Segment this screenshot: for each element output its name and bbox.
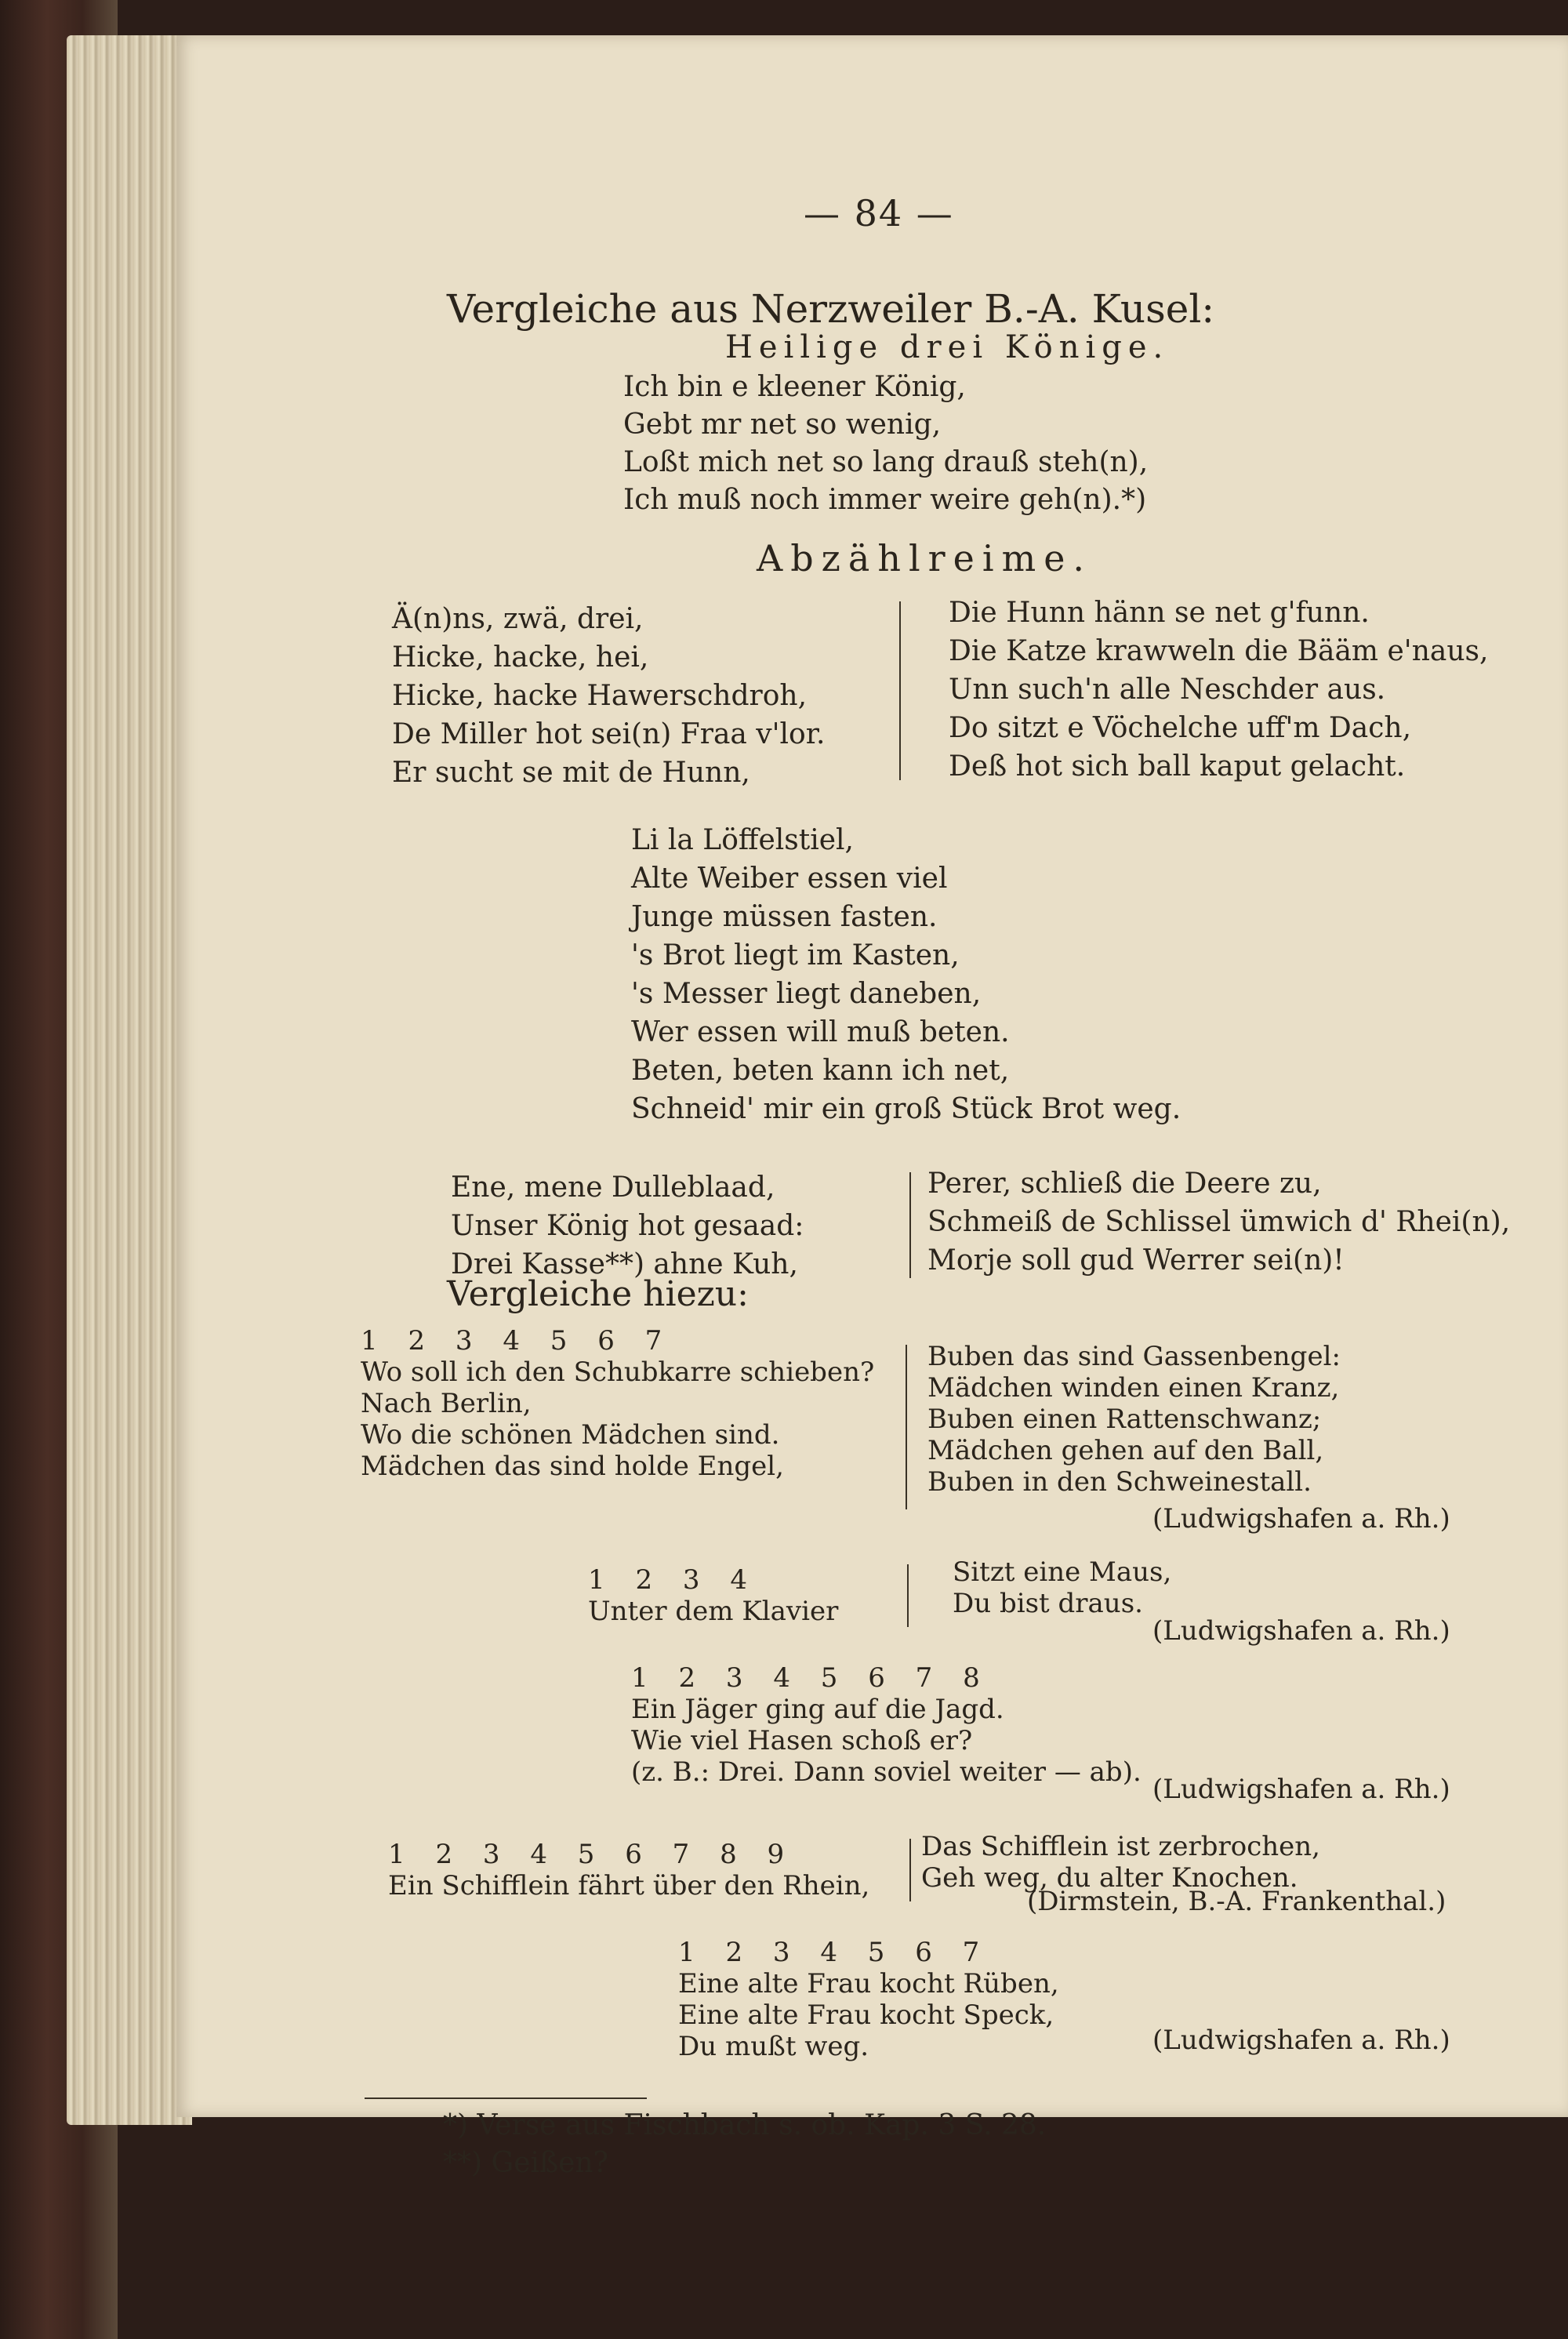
footnote: **) Geißen? — [443, 2147, 608, 2179]
poem-line: Alte Weiber essen viel — [631, 863, 948, 895]
poem-line: Schneid' mir ein groß Stück Brot weg. — [631, 1093, 1181, 1125]
compare-heading: Vergleiche hiezu: — [447, 1274, 749, 1314]
poem-line: Deß hot sich ball kaput gelacht. — [949, 750, 1406, 783]
rhyme8 — [678, 1937, 1059, 2062]
source-note: (Ludwigshafen a. Rh.) — [1152, 1503, 1450, 1535]
poem-line: Geh weg, du alter Knochen. — [921, 1862, 1298, 1894]
book-page — [176, 35, 1568, 2179]
rhyme1-right — [949, 594, 1488, 786]
poem-line: Beten, beten kann ich net, — [631, 1055, 1010, 1087]
column-divider — [909, 1172, 911, 1278]
poem-line: Drei Kasse**) ahne Kuh, — [451, 1248, 798, 1280]
poem-line: Er sucht se mit de Hunn, — [392, 757, 750, 789]
poem-line: Die Hunn hänn se net g'funn. — [949, 597, 1370, 629]
rhyme4-left — [361, 1325, 874, 1482]
poem-line: Nach Berlin, — [361, 1388, 532, 1419]
rhyme5-left — [588, 1564, 838, 1627]
poem-line: Buben einen Rattenschwanz; — [927, 1404, 1322, 1435]
poem-line: Eine alte Frau kocht Speck, — [678, 1999, 1054, 2031]
poem-title: Heilige drei Könige. — [725, 329, 1170, 365]
poem-line: Unn such'n alle Neschder aus. — [949, 674, 1386, 706]
poem-line: Wie viel Hasen schoß er? — [631, 1725, 973, 1756]
poem-line: Eine alte Frau kocht Rüben, — [678, 1968, 1059, 1999]
poem-line: Ein Schifflein fährt über den Rhein, — [388, 1870, 870, 1901]
poem-line: Ich bin e kleener König, — [623, 371, 966, 403]
poem-line: Hicke, hacke Hawerschdroh, — [392, 680, 808, 712]
rhyme7-left — [388, 1839, 869, 1901]
poem-line: Li la Löffelstiel, — [631, 824, 854, 856]
poem-line: Du mußt weg. — [678, 2031, 869, 2062]
rhyme7-right — [921, 1831, 1320, 1894]
poem-line: Ä(n)ns, zwä, drei, — [392, 603, 644, 635]
poem-line: Mädchen winden einen Kranz, — [927, 1372, 1340, 1404]
poem-line: Schmeiß de Schlissel ümwich d' Rhei(n), — [927, 1206, 1511, 1238]
counting-numbers: 1 2 3 4 5 6 7 8 9 — [388, 1839, 796, 1870]
column-divider — [899, 601, 901, 780]
column-divider — [906, 1345, 907, 1509]
rhyme3-left — [451, 1168, 804, 1284]
poem-line: Buben das sind Gassenbengel: — [927, 1341, 1341, 1372]
rhyme3-right — [927, 1164, 1510, 1280]
poem-line: Wer essen will muß beten. — [631, 1016, 1010, 1048]
poem-line: Du bist draus. — [953, 1588, 1143, 1619]
heading-comparison: Vergleiche aus Nerzweiler B.-A. Kusel: — [447, 286, 1215, 332]
rhyme6 — [631, 1662, 1142, 1788]
rhyme4-right — [927, 1341, 1341, 1498]
source-note: (Dirmstein, B.-A. Frankenthal.) — [1027, 1886, 1446, 1917]
poem-line: Gebt mr net so wenig, — [623, 409, 942, 441]
page-edges — [67, 35, 192, 2125]
poem-line: Morje soll gud Werrer sei(n)! — [927, 1244, 1345, 1277]
counting-numbers: 1 2 3 4 5 6 7 — [361, 1325, 673, 1357]
footnote: *) Verse aus Fischbach s. ob. Kap. 3 S. 28. — [443, 2109, 1047, 2141]
counting-numbers: 1 2 3 4 5 6 7 8 — [631, 1662, 991, 1694]
poem-line: Wo soll ich den Schubkarre schieben? — [361, 1357, 875, 1388]
poem-line: Sitzt eine Maus, — [953, 1556, 1172, 1588]
counting-numbers: 1 2 3 4 5 6 7 — [678, 1937, 991, 1968]
poem-line: Perer, schließ die Deere zu, — [927, 1168, 1322, 1200]
poem-line: Unter dem Klavier — [588, 1596, 839, 1627]
footnote-rule — [365, 2097, 647, 2099]
footnotes — [443, 2107, 1046, 2182]
poem-line: Mädchen das sind holde Engel, — [361, 1451, 784, 1482]
rhyme2 — [631, 821, 1181, 1128]
source-note: (Ludwigshafen a. Rh.) — [1152, 1615, 1450, 1647]
poem-line: Loßt mich net so lang drauß steh(n), — [623, 446, 1149, 478]
poem-line: Junge müssen fasten. — [631, 901, 938, 933]
poem-line: 's Messer liegt daneben, — [631, 978, 982, 1010]
column-divider — [907, 1564, 909, 1627]
poem-line: Buben in den Schweinestall. — [927, 1466, 1312, 1498]
counting-numbers: 1 2 3 4 — [588, 1564, 758, 1596]
poem-line: Ich muß noch immer weire geh(n).*) — [623, 484, 1147, 516]
poem-line: (z. B.: Drei. Dann soviel weiter — ab). — [631, 1756, 1142, 1788]
poem-line: Hicke, hacke, hei, — [392, 641, 649, 674]
poem-line: Unser König hot gesaad: — [451, 1210, 804, 1242]
poem-line: De Miller hot sei(n) Fraa v'lor. — [392, 718, 826, 750]
source-note: (Ludwigshafen a. Rh.) — [1152, 2025, 1450, 2056]
poem-line: Die Katze krawweln die Bääm e'naus, — [949, 635, 1489, 667]
poem-heilige-drei-koenige — [623, 369, 1148, 519]
rhyme1-left — [392, 600, 825, 792]
poem-line: Mädchen gehen auf den Ball, — [927, 1435, 1324, 1466]
column-divider — [909, 1839, 911, 1901]
poem-line: Ein Jäger ging auf die Jagd. — [631, 1694, 1004, 1725]
poem-line: 's Brot liegt im Kasten, — [631, 939, 960, 972]
poem-line: Das Schifflein ist zerbrochen, — [921, 1831, 1320, 1862]
page-number: — 84 — — [804, 192, 954, 234]
poem-line: Wo die schönen Mädchen sind. — [361, 1419, 780, 1451]
poem-line: Do sitzt e Vöchelche uff'm Dach, — [949, 712, 1412, 744]
section-title: Abzählreime. — [757, 537, 1093, 579]
rhyme5-right — [953, 1556, 1171, 1619]
poem-line: Ene, mene Dulleblaad, — [451, 1171, 775, 1204]
source-note: (Ludwigshafen a. Rh.) — [1152, 1774, 1450, 1805]
